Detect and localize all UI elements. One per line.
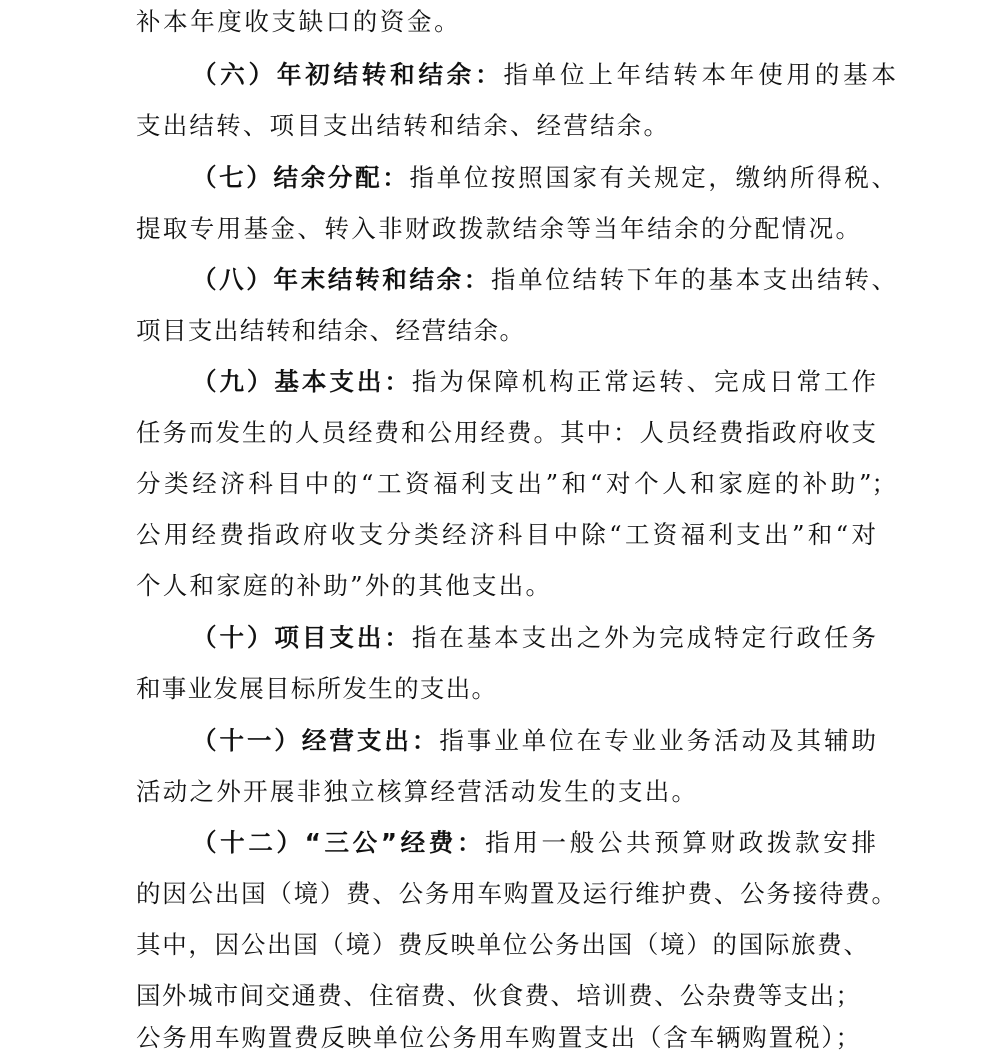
paragraph-12-line bbox=[136, 925, 868, 965]
text-line: 国外城市间交通费、住宿费、伙食费、培训费、公杂费等支出； bbox=[136, 981, 860, 1010]
term-heading: （十）项目支出： bbox=[192, 623, 412, 652]
text-line: 项目支出结转和结余、经营结余。 bbox=[136, 316, 524, 345]
term-heading: （十一）经营支出： bbox=[192, 726, 440, 755]
paragraph-11-first-line bbox=[192, 721, 876, 761]
paragraph-9-line bbox=[136, 566, 550, 606]
text-line: 其中，因公出国（境）费反映单位公务出国（境）的国际旅费、 bbox=[136, 930, 868, 959]
paragraph-10-line bbox=[136, 669, 496, 709]
paragraph-9-first-line bbox=[192, 362, 876, 402]
paragraph-9-line bbox=[136, 413, 876, 453]
paragraph-12-line bbox=[136, 976, 860, 1016]
text-line: 指在基本支出之外为完成特定行政任务 bbox=[411, 623, 877, 652]
paragraph-12-line bbox=[136, 874, 896, 914]
paragraph-9-line bbox=[136, 464, 896, 504]
paragraph-9-line bbox=[136, 515, 876, 555]
text-line: 指事业单位在专业业务活动及其辅助 bbox=[439, 726, 876, 755]
text-line: 指用一般公共预算财政拨款安排 bbox=[485, 828, 876, 857]
text-line: 提取专用基金、转入非财政拨款结余等当年结余的分配情况。 bbox=[136, 214, 860, 243]
text-line: 指为保障机构正常运转、完成日常工作 bbox=[411, 367, 877, 396]
paragraph-11-line bbox=[136, 772, 696, 812]
term-heading: （八）年末结转和结余： bbox=[192, 265, 491, 294]
term-heading: （七）结余分配： bbox=[192, 163, 410, 192]
text-line: 公务用车购置费反映单位公务用车购置支出（含车辆购置税）； bbox=[136, 1023, 860, 1052]
term-heading: （六）年初结转和结余： bbox=[192, 60, 504, 89]
text-line: 指单位上年结转本年使用的基本 bbox=[503, 60, 896, 89]
term-heading: （九）基本支出： bbox=[192, 367, 412, 396]
paragraph-6-first-line bbox=[192, 55, 896, 95]
paragraph-8-first-line bbox=[192, 260, 896, 300]
text-line: 活动之外开展非独立核算经营活动发生的支出。 bbox=[136, 777, 696, 806]
text-line: 个人和家庭的补助”外的其他支出。 bbox=[136, 571, 550, 600]
term-heading: （十二）“三公”经费： bbox=[192, 828, 486, 857]
text-line: 补本年度收支缺口的资金。 bbox=[136, 7, 462, 36]
paragraph-10-first-line bbox=[192, 618, 876, 658]
text-line: 分类经济科目中的“工资福利支出”和“对个人和家庭的补助”； bbox=[136, 469, 896, 498]
paragraph-6-line bbox=[136, 106, 668, 146]
text-line: 指单位按照国家有关规定，缴纳所得税、 bbox=[409, 163, 897, 192]
paragraph-12-line bbox=[136, 1018, 860, 1058]
paragraph-7-first-line bbox=[192, 158, 896, 198]
paragraph-8-line bbox=[136, 311, 524, 351]
paragraph-12-first-line bbox=[192, 823, 876, 863]
text-line: 公用经费指政府收支分类经济科目中除“工资福利支出”和“对 bbox=[136, 520, 876, 549]
paragraph-continuation-line bbox=[136, 2, 461, 42]
text-line: 和事业发展目标所发生的支出。 bbox=[136, 674, 496, 703]
text-line: 支出结转、项目支出结转和结余、经营结余。 bbox=[136, 111, 668, 140]
text-line: 指单位结转下年的基本支出结转、 bbox=[490, 265, 897, 294]
paragraph-7-line bbox=[136, 209, 860, 249]
text-line: 任务而发生的人员经费和公用经费。其中：人员经费指政府收支 bbox=[136, 418, 876, 447]
text-line: 的因公出国（境）费、公务用车购置及运行维护费、公务接待费。 bbox=[136, 879, 896, 908]
